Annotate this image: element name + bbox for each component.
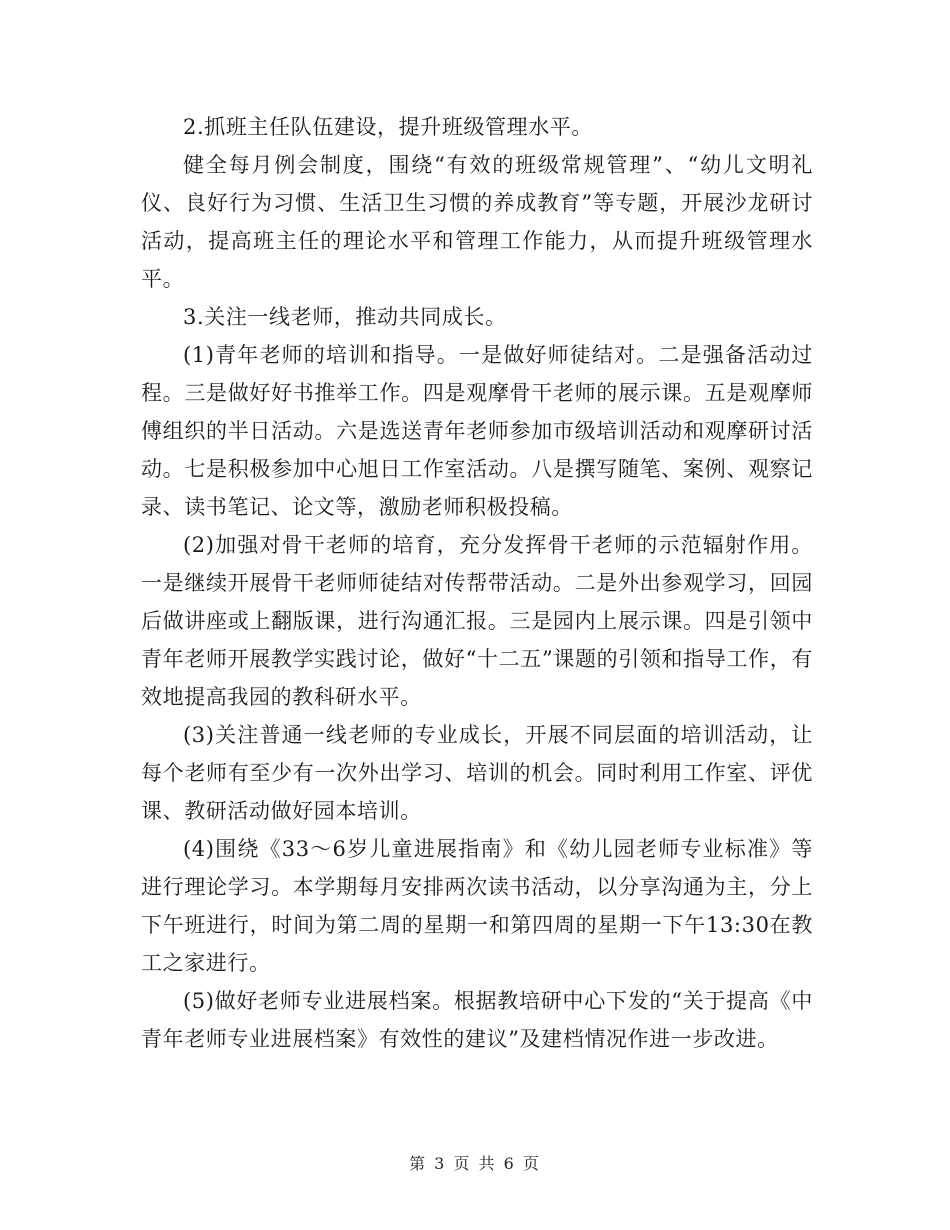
paragraph-development-archive: (5)做好老师专业进展档案。根据教培研中心下发的“关于提高《中青年老师专业进展档案》有效性的建议”及建档情况作进一步改进。 bbox=[141, 989, 813, 1051]
paragraph-ordinary-teachers: (3)关注普通一线老师的专业成长，开展不同层面的培训活动，让每个老师有至少有一次外出学习、培训的机会。同时利用工作室、评优课、教研活动做好园本培训。 bbox=[141, 723, 813, 823]
section-heading-class-teacher: 2.抓班主任队伍建设，提升班级管理水平。 bbox=[183, 115, 594, 139]
paragraph-young-teacher-training: (1)青年老师的培训和指导。一是做好师徒结对。二是强备活动过程。三是做好好书推举工作。四是观摩骨干老师的展示课。五是观摩师傅组织的半日活动。六是选送青年老师参加市级培训活动和观摩研讨活动。七是积极参加中心旭日工作室活动。八是撰写随笔、案例、观察记录、读书笔记、论文等，激励老师积极投稿。 bbox=[141, 343, 813, 519]
paragraph-backbone-teachers: (2)加强对骨干老师的培育，充分发挥骨干老师的示范辐射作用。一是继续开展骨干老师师徒结对传帮带活动。二是外出参观学习，回园后做讲座或上翻版课，进行沟通汇报。三是园内上展示课。四是引领中青年老师开展教学实践讨论，做好“十二五”课题的引领和指导工作，有效地提高我园的教科研水平。 bbox=[141, 533, 813, 709]
paragraph-theory-study: (4)围绕《33～6岁儿童进展指南》和《幼儿园老师专业标准》等进行理论学习。本学期每月安排两次读书活动，以分享沟通为主，分上下午班进行，时间为第二周的星期一和第四周的星期一下午13:30在教工之家进行。 bbox=[141, 837, 813, 975]
page-number-footer: 第 3 页 共 6 页 bbox=[409, 1154, 541, 1173]
paragraph-monthly-meeting: 健全每月例会制度，围绕“有效的班级常规管理”、“幼儿文明礼仪、良好行为习惯、生活卫生习惯的养成教育”等专题，开展沙龙研讨活动，提高班主任的理论水平和管理工作能力，从而提升班级管理水平。 bbox=[141, 153, 813, 291]
section-heading-frontline-teachers: 3.关注一线老师，推动共同成长。 bbox=[183, 305, 507, 329]
document-body bbox=[141, 108, 813, 1058]
